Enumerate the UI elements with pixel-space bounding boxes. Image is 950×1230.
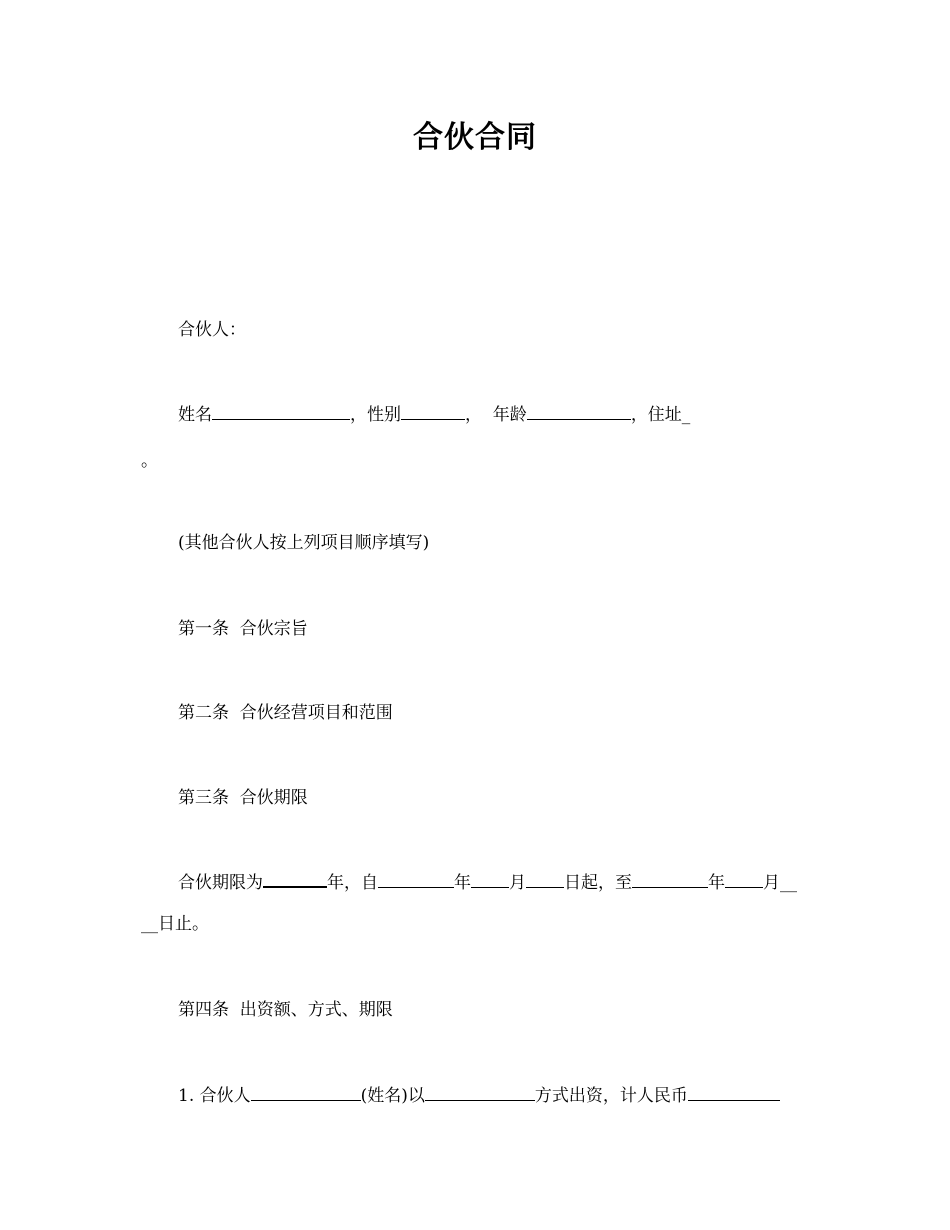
start-year-label: 年	[454, 873, 471, 893]
age-blank	[527, 418, 631, 420]
start-year-blank	[378, 886, 454, 888]
term-prefix: 合伙期限为	[178, 873, 263, 893]
address-label: ，住址_	[630, 405, 691, 425]
start-month-blank	[471, 886, 509, 888]
name-hint: (姓名)以	[360, 1086, 425, 1106]
method-blank	[425, 1099, 535, 1101]
document-title: 合伙合同	[413, 120, 537, 155]
article-1-heading: 第一条 合伙宗旨	[178, 619, 308, 639]
name-blank	[212, 418, 350, 420]
start-day-label: 日起，至	[564, 873, 632, 893]
age-label: ， 年龄	[465, 405, 527, 425]
term-years-blank	[263, 885, 327, 888]
article-2-heading: 第二条 合伙经营项目和范围	[178, 703, 393, 723]
party-info-line	[178, 403, 690, 427]
party-info-continuation: 。	[141, 451, 158, 471]
term-line-continuation: __日止。	[141, 914, 209, 934]
contribution-line	[178, 1084, 780, 1108]
article-4-heading: 第四条 出资额、方式、期限	[178, 1000, 393, 1020]
note-text: (其他合伙人按上列项目顺序填写)	[178, 533, 430, 553]
article-3-heading: 第三条 合伙期限	[178, 788, 308, 808]
name-label: 姓名	[178, 405, 212, 425]
contribution-prefix: 1. 合伙人	[178, 1086, 251, 1106]
partner-name-blank	[251, 1099, 361, 1101]
gender-blank	[401, 418, 465, 420]
end-year-label: 年	[708, 873, 725, 893]
end-month-label: 月__	[763, 873, 797, 893]
partners-label: 合伙人：	[178, 320, 246, 340]
method-label: 方式出资，计人民币	[534, 1086, 688, 1106]
amount-blank	[688, 1099, 780, 1101]
start-month-label: 月	[509, 873, 526, 893]
end-year-blank	[632, 886, 708, 888]
start-day-blank	[526, 886, 564, 888]
term-line	[178, 871, 797, 895]
gender-label: ，性别	[350, 405, 401, 425]
end-month-blank	[725, 886, 763, 888]
term-year-from-label: 年，自	[327, 873, 378, 893]
